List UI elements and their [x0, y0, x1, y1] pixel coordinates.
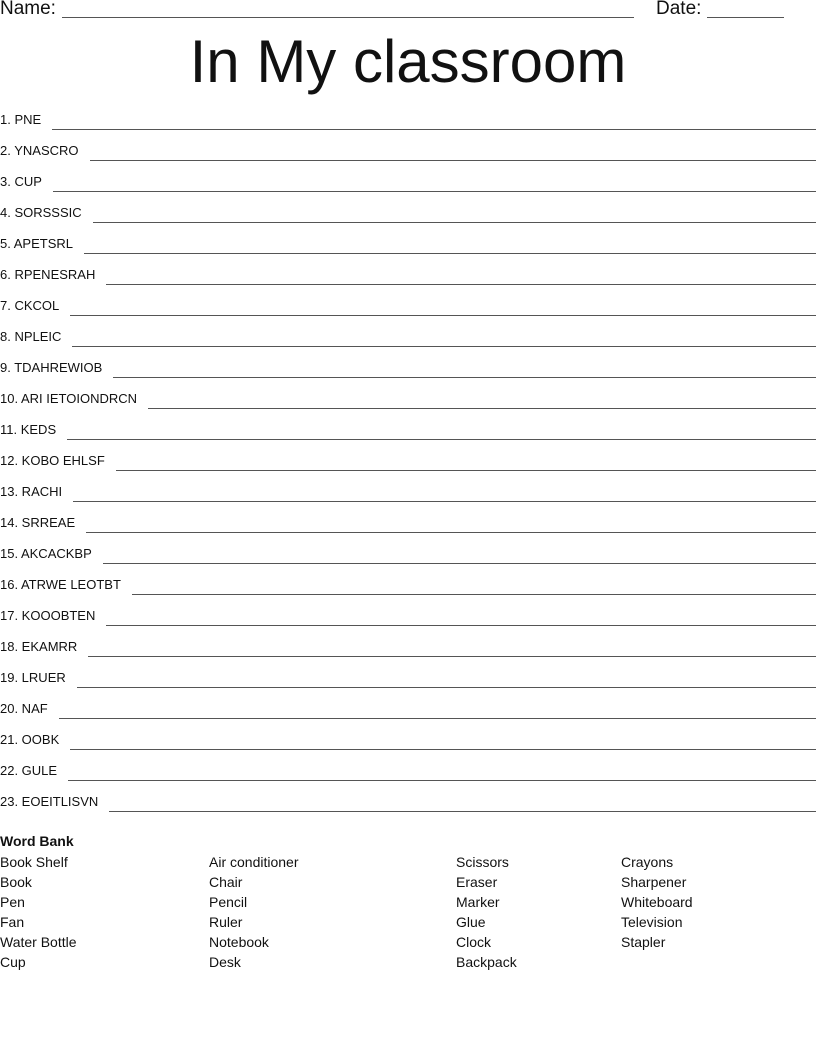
answer-line[interactable]	[67, 420, 816, 440]
question-label: 6. RPENESRAH	[0, 267, 96, 282]
question-row	[0, 637, 816, 668]
page-title: In My classroom	[189, 28, 627, 95]
question-row	[0, 141, 816, 172]
word-bank-item: Chair	[209, 874, 243, 890]
question-row	[0, 420, 816, 451]
question-label: 23. EOEITLISVN	[0, 794, 99, 809]
name-label: Name:	[0, 0, 56, 19]
word-bank-item: Pen	[0, 894, 25, 910]
word-bank-item: Crayons	[621, 854, 674, 870]
question-label: 8. NPLEIC	[0, 329, 62, 344]
answer-line[interactable]	[70, 296, 816, 316]
question-label: 22. GULE	[0, 763, 58, 778]
word-bank-item: Book	[0, 874, 32, 890]
word-bank-item: Whiteboard	[621, 894, 693, 910]
answer-line[interactable]	[109, 792, 816, 812]
question-row	[0, 668, 816, 699]
question-label: 15. AKCACKBP	[0, 546, 92, 561]
question-label: 10. ARI IETOIONDRCN	[0, 391, 138, 406]
question-list	[0, 110, 816, 823]
question-row	[0, 606, 816, 637]
question-row	[0, 761, 816, 792]
answer-line[interactable]	[84, 234, 816, 254]
date-field-line[interactable]	[707, 17, 784, 18]
question-label: 3. CUP	[0, 174, 42, 189]
word-bank-item: Stapler	[621, 934, 666, 950]
question-row	[0, 327, 816, 358]
answer-line[interactable]	[52, 110, 816, 130]
question-label: 18. EKAMRR	[0, 639, 78, 654]
answer-line[interactable]	[113, 358, 816, 378]
question-label: 21. OOBK	[0, 732, 60, 747]
answer-line[interactable]	[106, 606, 816, 626]
question-label: 12. KOBO EHLSF	[0, 453, 105, 468]
question-label: 4. SORSSSIC	[0, 205, 82, 220]
answer-line[interactable]	[90, 141, 816, 161]
question-row	[0, 172, 816, 203]
answer-line[interactable]	[93, 203, 816, 223]
word-bank-item: Cup	[0, 954, 26, 970]
word-bank-item: Marker	[456, 894, 500, 910]
word-bank-title: Word Bank	[0, 833, 74, 849]
question-row	[0, 265, 816, 296]
question-row	[0, 389, 816, 420]
question-row	[0, 482, 816, 513]
word-bank-item: Eraser	[456, 874, 498, 890]
word-bank-item: Ruler	[209, 914, 243, 930]
word-bank	[0, 832, 816, 970]
question-row	[0, 575, 816, 606]
date-label: Date:	[656, 0, 702, 19]
question-row	[0, 792, 816, 823]
answer-line[interactable]	[132, 575, 816, 595]
question-row	[0, 234, 816, 265]
answer-line[interactable]	[106, 265, 816, 285]
answer-line[interactable]	[68, 761, 816, 781]
question-label: 14. SRREAE	[0, 515, 76, 530]
word-bank-item: Glue	[456, 914, 486, 930]
word-bank-column	[209, 852, 299, 972]
answer-line[interactable]	[77, 668, 816, 688]
answer-line[interactable]	[103, 544, 816, 564]
word-bank-item: Notebook	[209, 934, 269, 950]
word-bank-column	[0, 852, 77, 972]
answer-line[interactable]	[70, 730, 816, 750]
question-row	[0, 296, 816, 327]
answer-line[interactable]	[86, 513, 816, 533]
question-label: 5. APETSRL	[0, 236, 73, 251]
word-bank-item: Pencil	[209, 894, 248, 910]
answer-line[interactable]	[59, 699, 816, 719]
question-label: 11. KEDS	[0, 422, 57, 437]
question-label: 16. ATRWE LEOTBT	[0, 577, 121, 592]
word-bank-item: Desk	[209, 954, 241, 970]
question-row	[0, 203, 816, 234]
word-bank-item: Scissors	[456, 854, 509, 870]
answer-line[interactable]	[72, 327, 816, 347]
question-label: 13. RACHI	[0, 484, 63, 499]
word-bank-item: Water Bottle	[0, 934, 77, 950]
word-bank-column	[621, 852, 693, 952]
question-row	[0, 699, 816, 730]
word-bank-item: Backpack	[456, 954, 517, 970]
word-bank-item: Book Shelf	[0, 854, 68, 870]
word-bank-item: Television	[621, 914, 683, 930]
name-field-line[interactable]	[62, 17, 634, 18]
answer-line[interactable]	[116, 451, 816, 471]
question-label: 2. YNASCRO	[0, 143, 79, 158]
question-label: 1. PNE	[0, 112, 42, 127]
answer-line[interactable]	[88, 637, 816, 657]
question-label: 9. TDAHREWIOB	[0, 360, 103, 375]
question-label: 19. LRUER	[0, 670, 66, 685]
question-row	[0, 451, 816, 482]
question-row	[0, 513, 816, 544]
word-bank-item: Fan	[0, 914, 25, 930]
word-bank-item: Sharpener	[621, 874, 687, 890]
answer-line[interactable]	[148, 389, 816, 409]
question-row	[0, 730, 816, 761]
answer-line[interactable]	[53, 172, 816, 192]
question-row	[0, 358, 816, 389]
question-row	[0, 544, 816, 575]
word-bank-item: Clock	[456, 934, 492, 950]
word-bank-column	[456, 852, 517, 972]
question-label: 7. CKCOL	[0, 298, 60, 313]
header	[0, 0, 816, 24]
word-bank-columns	[0, 850, 816, 970]
question-row	[0, 110, 816, 141]
question-label: 20. NAF	[0, 701, 48, 716]
answer-line[interactable]	[73, 482, 816, 502]
question-label: 17. KOOOBTEN	[0, 608, 96, 623]
word-bank-item: Air conditioner	[209, 854, 299, 870]
